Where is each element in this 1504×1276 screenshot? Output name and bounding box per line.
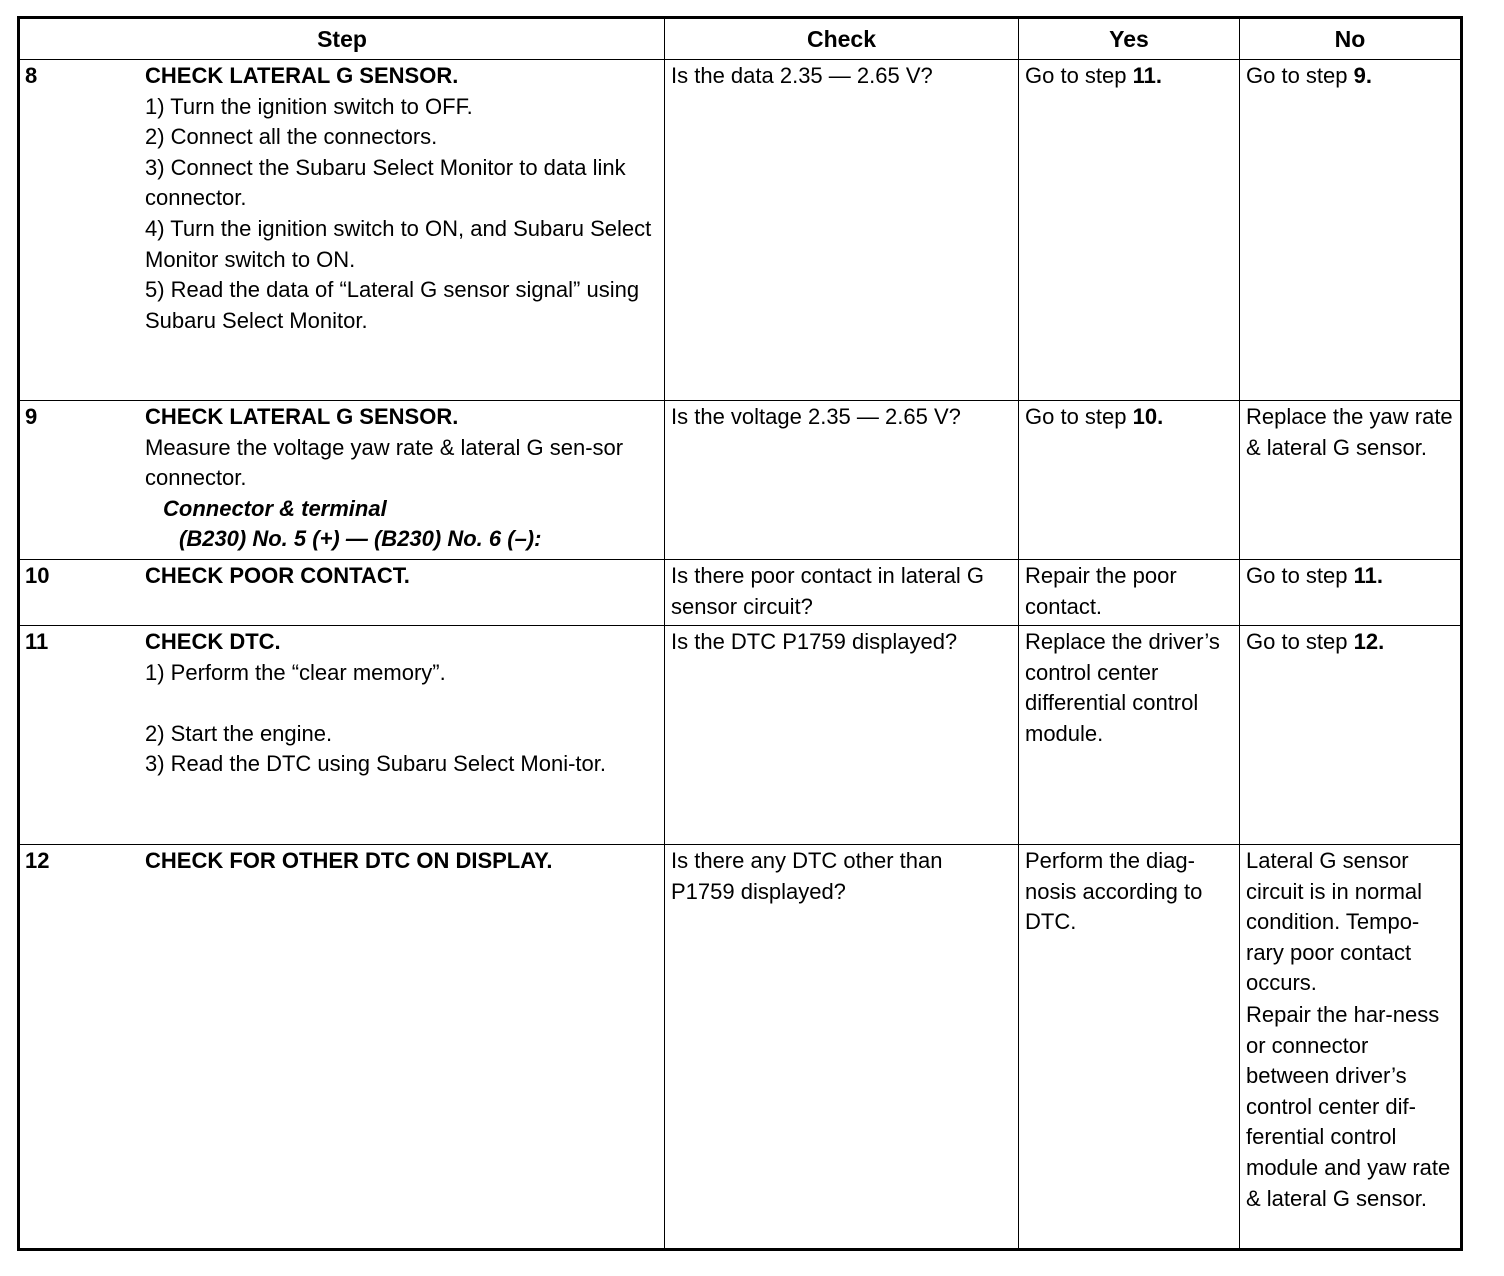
step-cell xyxy=(19,401,665,560)
step-line: 1) Perform the “clear memory”. xyxy=(145,659,446,685)
step-line: Measure the voltage yaw rate & lateral G sen-sor connector. xyxy=(145,434,624,491)
no-cell: Replace the yaw rate & lateral G sensor. xyxy=(1240,401,1462,560)
yes-cell: Go to step 10. xyxy=(1019,401,1240,560)
table-row-step-10 xyxy=(19,560,1462,626)
check-cell: Is the DTC P1759 displayed? xyxy=(665,626,1019,845)
step-ref: 11. xyxy=(1353,563,1383,588)
diagnostic-table xyxy=(17,16,1463,1251)
step-ref: 10. xyxy=(1132,404,1164,429)
no-cell: Go to step 9. xyxy=(1240,60,1462,401)
no-cell: Go to step 11. xyxy=(1240,560,1462,626)
step-number: 12 xyxy=(25,848,50,873)
step-cell xyxy=(19,845,665,1250)
step-title: CHECK LATERAL G SENSOR. xyxy=(145,404,459,429)
step-line: 5) Read the data of “Lateral G sensor signal” using Subaru Select Monitor. xyxy=(145,277,640,333)
step-number: 11 xyxy=(25,629,49,654)
header-row xyxy=(19,18,1462,60)
step-cell xyxy=(19,626,665,845)
no-cell: Go to step 12. xyxy=(1240,626,1462,845)
step-ref: 12. xyxy=(1353,629,1385,654)
header-yes: Yes xyxy=(1019,18,1240,60)
step-line: 2) Start the engine. xyxy=(145,720,333,746)
no-cell: Lateral G sensor circuit is in normal condition. Tempo-rary poor contact occurs. Repair the har-ness or connector between driver’s control center dif-ferential control module and yaw rate & lateral G sensor. xyxy=(1240,845,1462,1250)
step-number: 10 xyxy=(25,563,50,588)
step-line: 4) Turn the ignition switch to ON, and Subaru Select Monitor switch to ON. xyxy=(145,215,652,272)
step-title: CHECK DTC. xyxy=(145,629,281,654)
yes-cell: Go to step 11. xyxy=(1019,60,1240,401)
connector-label: Connector & terminal xyxy=(163,495,387,521)
header-step: Step xyxy=(19,18,665,60)
step-line: 2) Connect all the connectors. xyxy=(145,124,438,150)
yes-cell: Perform the diag-nosis according to DTC. xyxy=(1019,845,1240,1250)
step-ref: 9. xyxy=(1353,63,1372,88)
check-cell: Is there poor contact in lateral G sensor circuit? xyxy=(665,560,1019,626)
yes-cell: Replace the driver’s control center differential control module. xyxy=(1019,626,1240,845)
step-line: 3) Read the DTC using Subaru Select Moni-tor. xyxy=(145,751,607,777)
step-cell xyxy=(19,560,665,626)
table-row-step-11 xyxy=(19,626,1462,845)
yes-cell: Repair the poor contact. xyxy=(1019,560,1240,626)
step-line: 1) Turn the ignition switch to OFF. xyxy=(145,93,473,119)
check-cell: Is the voltage 2.35 — 2.65 V? xyxy=(665,401,1019,560)
terminal-spec: (B230) No. 5 (+) — (B230) No. 6 (–): xyxy=(179,526,542,552)
header-check: Check xyxy=(665,18,1019,60)
step-title: CHECK LATERAL G SENSOR. xyxy=(145,63,459,88)
table-row-step-9 xyxy=(19,401,1462,560)
check-cell: Is the data 2.35 — 2.65 V? xyxy=(665,60,1019,401)
table-row-step-8 xyxy=(19,60,1462,401)
check-cell: Is there any DTC other than P1759 displayed? xyxy=(665,845,1019,1250)
table-row-step-12 xyxy=(19,845,1462,1250)
step-title: CHECK POOR CONTACT. xyxy=(145,563,410,588)
step-ref: 11. xyxy=(1132,63,1162,88)
step-line: 3) Connect the Subaru Select Monitor to data link connector. xyxy=(145,154,626,211)
step-number: 9 xyxy=(25,404,38,429)
header-no: No xyxy=(1240,18,1462,60)
step-cell xyxy=(19,60,665,401)
step-number: 8 xyxy=(25,63,38,88)
step-title: CHECK FOR OTHER DTC ON DISPLAY. xyxy=(145,848,553,873)
